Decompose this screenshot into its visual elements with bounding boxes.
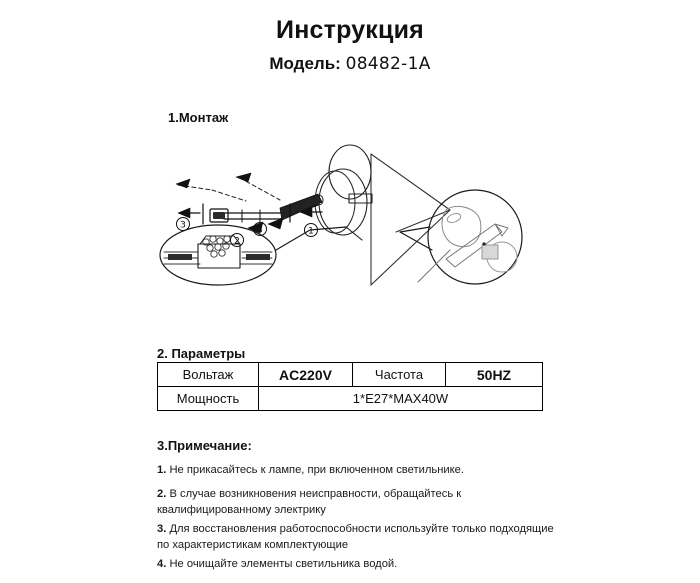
cell-voltage-value: AC220V [259,363,353,387]
callout-number-3: 3 [257,225,263,236]
note-text: Не прикасайтесь к лампе, при включенном светильнике. [166,464,464,476]
parameters-table [157,362,543,411]
list-item [157,556,557,572]
page-title: Инструкция [276,16,424,44]
model-label: Модель: [269,54,341,73]
cell-frequency-label: Частота [353,363,446,387]
section-heading-notes: 3.Примечание: [157,438,252,453]
cell-voltage-label: Вольтаж [158,363,259,387]
note-text: В случае возникновения неисправности, обращайтесь к квалифицированному электрику [157,488,462,516]
note-text: Для восстановления работоспособности используйте только подходящие по характеристикам комплектующие [157,523,554,551]
callout-number-1: 1 [308,226,314,237]
section-heading-parameters: 2. Параметры [157,346,246,361]
callout-number-3b: 3 [180,220,186,231]
cell-power-value: 1*E27*MAX40W [259,387,543,411]
model-value: 08482-1A [345,54,431,74]
list-item [157,462,557,478]
callout-number-2: 2 [234,236,240,247]
section-heading-mounting: 1.Монтаж [168,110,229,125]
model-line [0,54,700,74]
notes-list [157,462,557,580]
note-number: 2. [157,488,167,500]
note-number: 4. [157,558,167,570]
table-row [158,387,543,411]
cell-frequency-value: 50HZ [446,363,543,387]
table-row [158,363,543,387]
list-item [157,486,557,518]
mounting-diagram [150,132,550,302]
list-item [157,521,557,553]
note-text: Не очищайте элементы светильника водой. [166,558,398,570]
cell-power-label: Мощность [158,387,259,411]
note-number: 1. [157,464,167,476]
note-number: 3. [157,523,167,535]
